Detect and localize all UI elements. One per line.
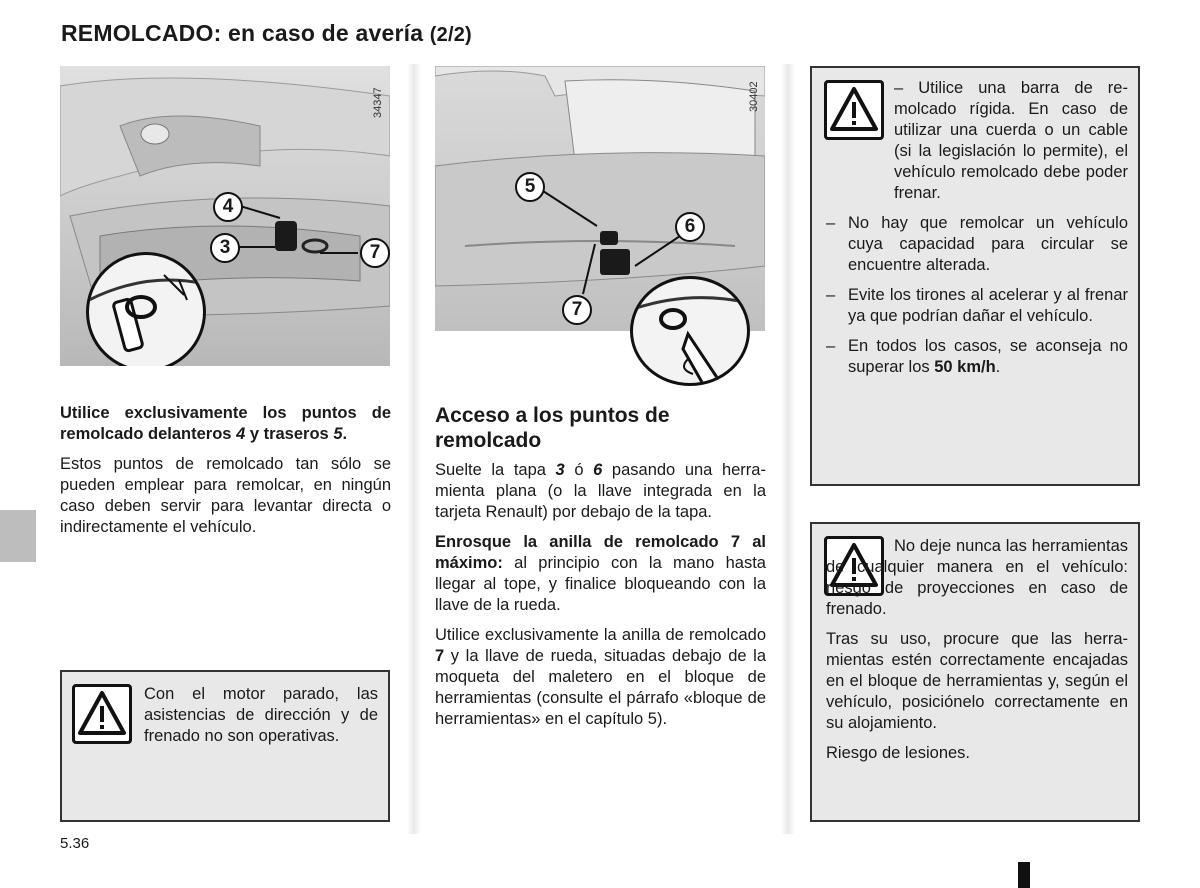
warning-item: [826, 213, 1128, 276]
warning-text: [826, 536, 1128, 773]
detail-lens: [630, 276, 750, 386]
text-run: ó: [564, 461, 594, 479]
detail-lens: [86, 252, 206, 366]
page-title: [61, 20, 472, 47]
bullet-dash: –: [826, 286, 836, 304]
warning-item-text: .: [995, 358, 1001, 376]
speed-limit: 50 km/h: [934, 358, 996, 376]
front-rear-points-note: [60, 403, 391, 445]
ref-number: 3: [555, 461, 565, 479]
tools-note: [435, 625, 766, 730]
warning-item: [894, 78, 1128, 204]
warning-box-engine: [60, 670, 390, 822]
bullet-dash: –: [894, 79, 904, 97]
text-run: Utilice exclusivamente los puntos de remolcado delanteros: [60, 404, 391, 443]
text-run: Suelte la tapa: [435, 461, 556, 479]
chapter-tab: [0, 510, 36, 562]
callout-4: 4: [213, 192, 243, 222]
page-edge-mark: [1018, 862, 1030, 888]
warning-list: [826, 78, 1128, 387]
text-run: .: [342, 425, 348, 443]
column2-text: [435, 460, 766, 739]
callout-6: 6: [675, 212, 705, 242]
warning-box-tools: [810, 522, 1140, 822]
figure-code: 30402: [748, 81, 760, 112]
warning-box-towing: [810, 66, 1140, 486]
callout-7: 7: [562, 295, 592, 325]
release-cover-step: [435, 460, 766, 523]
warning-text: Con el motor parado, las asistencias de dirección y de frenado no son operativas.: [144, 685, 378, 745]
text-run-bold: Enrosque la anilla de remolcado 7 al máximo:: [435, 533, 766, 572]
rear-towing-figure: [435, 66, 765, 386]
usage-note: Estos puntos de remolcado tan sólo se pueden emplear para remolcar, en ningún caso deben servir para levantar directa o indirectamente el vehículo.: [60, 455, 391, 536]
key-detail-icon: [89, 255, 206, 366]
injury-risk: Riesgo de lesiones.: [826, 744, 971, 762]
callout-5: 5: [515, 172, 545, 202]
warning-item-text: Utilice una barra de remolcado rígida. En caso de utilizar una cuerda o un cable (si la legislación lo permite), el vehículo remolcado debe poder frenar.: [894, 79, 1128, 202]
column-divider: [781, 64, 795, 834]
bullet-dash: –: [826, 214, 836, 232]
callout-3: 3: [210, 233, 240, 263]
ref-number: 7: [435, 647, 445, 665]
warning-item: [826, 336, 1128, 378]
ref-number: 6: [593, 461, 603, 479]
tools-storage-note: Tras su uso, procure que las herramientas estén correctamente encajadas en el bloque de herramientas y, según el vehículo, posiciónelo correctamente en su alojamiento.: [826, 630, 1128, 732]
ref-number: 4: [236, 425, 246, 443]
figure-code: 34347: [372, 87, 384, 118]
ref-number: 5: [333, 425, 343, 443]
text-run: y traseros: [245, 425, 334, 443]
column-divider: [407, 64, 421, 834]
screw-ring-step: [435, 532, 766, 616]
text-run: pasando una herramienta plana (o la llave integrada en la tarjeta Renault) por debajo de la tapa.: [435, 461, 766, 521]
section-heading: Acceso a los puntos de remolcado: [435, 404, 670, 452]
warning-item: [826, 285, 1128, 327]
warning-triangle-icon: [72, 684, 132, 744]
warning-item-text: Evite los tirones al acelerar y al frenar ya que podrían dañar el vehículo.: [848, 286, 1128, 325]
bullet-dash: –: [826, 337, 836, 355]
tools-warning: No deje nunca las herramientas de cualquier manera en el vehículo: riesgo de proyecciones en caso de frenado.: [826, 537, 1128, 618]
text-run: Utilice exclusivamente la anilla de remolcado: [435, 626, 766, 644]
column1-text: [60, 403, 391, 547]
page-number: 5.36: [60, 835, 90, 852]
title-main: REMOLCADO: en caso de avería: [61, 20, 424, 46]
warning-item-text: No hay que remolcar un vehículo cuya capacidad para circular se encuentre alterada.: [848, 214, 1128, 274]
warning-item-text: En todos los casos, se aconseja no superar los: [848, 337, 1128, 376]
title-part: (2/2): [429, 24, 472, 46]
text-run: y la llave de rueda, situadas debajo de la moqueta del maletero en el bloque de herramientas (consulte el párrafo «bloque de herramientas» en el capítulo 5).: [435, 647, 766, 728]
text-run: al principio con la mano hasta llegar al tope, y finalice bloqueando con la llave de la rueda.: [435, 554, 766, 614]
callout-7: 7: [360, 238, 390, 268]
front-towing-figure: [60, 66, 390, 366]
